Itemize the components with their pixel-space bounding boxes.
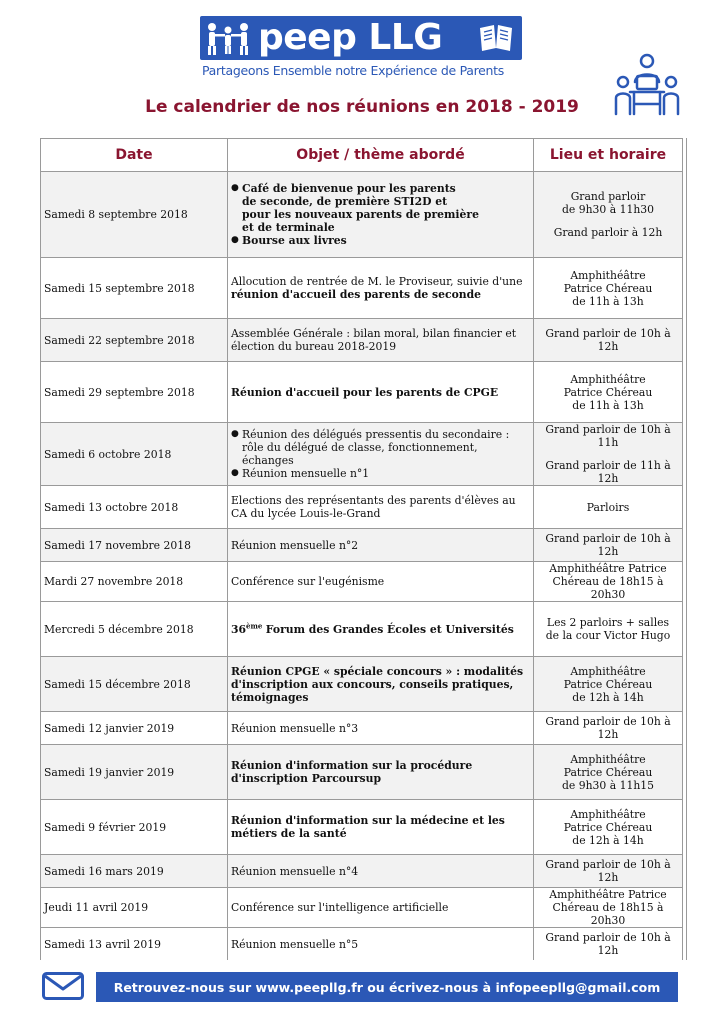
row-date: Samedi 17 novembre 2018 [41,529,228,562]
row-date: Samedi 19 janvier 2019 [41,745,228,800]
spacer [537,449,679,459]
row-subject [228,486,534,529]
place-time-line: Amphithéâtre Patrice Chéreau de 11h à 13h [563,372,653,412]
table-row [41,657,683,712]
row-place-time [534,362,683,423]
place-time-line: Grand parloir de 10h à 12h [545,715,671,741]
subject-text: Allocution de rentrée de M. le Proviseur, suivie d'une [231,275,523,288]
place-time-line: Amphithéâtre Patrice Chéreau de 18h15 à 20h30 [549,888,667,927]
subject-text: Conférence sur l'eugénisme [231,575,385,588]
row-subject [228,172,534,258]
schedule-table [40,138,683,960]
row-date: Samedi 13 avril 2019 [41,928,228,961]
col-header-object: Objet / thème abordé [228,139,534,172]
tagline: Partageons Ensemble notre Expérience de Parents [202,63,504,78]
subject-text: Réunion mensuelle n°3 [231,721,359,735]
row-date: Samedi 13 octobre 2018 [41,486,228,529]
place-time-line: Amphithéâtre Patrice Chéreau de 12h à 14h [563,807,653,847]
place-time-line: Amphithéâtre Patrice Chéreau de 9h30 à 11h15 [561,752,655,792]
row-place-time [534,800,683,855]
table-row [41,362,683,423]
logo-box [200,16,522,60]
row-place-time [534,928,683,961]
row-date: Samedi 16 mars 2019 [41,855,228,888]
row-subject [228,745,534,800]
row-subject [228,319,534,362]
row-place-time [534,657,683,712]
row-date: Jeudi 11 avril 2019 [41,888,228,928]
subject-highlight: Réunion CPGE « spéciale concours » : modalités d'inscription aux concours, conseils pratiques, témoignages [231,664,524,704]
table-row [41,319,683,362]
bullet-item [231,467,530,480]
row-place-time [534,745,683,800]
subject-text: Assemblée Générale : bilan moral, bilan financier et élection du bureau 2018-2019 [231,327,517,353]
table-row [41,423,683,486]
bullet-text: Réunion des délégués pressentis du secondaire : rôle du délégué de classe, fonctionnement, échanges [242,428,510,467]
row-place-time [534,712,683,745]
subject-highlight: Réunion d'accueil pour les parents de CPGE [231,385,499,399]
footer-text: Retrouvez-nous sur www.peepllg.fr ou écrivez-nous à infopeepllg@gmail.com [113,979,661,995]
table-row [41,602,683,657]
table-row [41,258,683,319]
table-row [41,855,683,888]
table-row [41,529,683,562]
place-time-line: Grand parloir de 10h à 12h [545,327,671,353]
place-time-line: Amphithéâtre Patrice Chéreau de 18h15 à 20h30 [549,562,667,601]
place-time-line: Parloirs [586,500,630,514]
place-time-line: Grand parloir de 10h à 12h [545,931,671,957]
table-row [41,562,683,602]
footer-banner [96,972,678,1002]
subject-highlight: Réunion d'information sur la procédure d'inscription Parcoursup [231,759,473,785]
bullet-text: Réunion mensuelle n°1 [242,467,370,480]
row-place-time [534,423,683,486]
row-place-time [534,172,683,258]
row-date: Samedi 6 octobre 2018 [41,423,228,486]
row-date: Samedi 15 septembre 2018 [41,258,228,319]
row-place-time [534,888,683,928]
row-date: Samedi 8 septembre 2018 [41,172,228,258]
row-date: Samedi 12 janvier 2019 [41,712,228,745]
row-subject [228,800,534,855]
row-subject [228,855,534,888]
subject-highlight: réunion d'accueil des parents de seconde [231,288,482,301]
bullet-text: Café de bienvenue pour les parents de seconde, de première STI2D et pour les nouveaux parents de première et de terminale [242,182,479,234]
table-header-row [41,139,683,172]
subject-text: Conférence sur l'intelligence artificielle [231,901,449,914]
row-subject [228,362,534,423]
place-time-line: Grand parloir de 10h à 11h [545,423,671,449]
place-time-line: Grand parloir de 11h à 12h [545,459,671,485]
row-place-time [534,319,683,362]
subject-text: Elections des représentants des parents d'élèves au CA du lycée Louis-le-Grand [231,494,516,520]
table-row [41,745,683,800]
row-subject [228,562,534,602]
row-place-time [534,602,683,657]
forum-number-suffix: ème [246,620,263,630]
page-title: Le calendrier de nos réunions en 2018 - 2019 [145,97,579,117]
row-subject [228,602,534,657]
place-time-line: Amphithéâtre Patrice Chéreau de 12h à 14h [563,664,653,704]
table-row [41,800,683,855]
place-time-line: Grand parloir de 10h à 12h [545,858,671,884]
row-subject [228,423,534,486]
col-header-place: Lieu et horaire [534,139,683,172]
row-place-time [534,258,683,319]
place-time-line: Grand parloir de 10h à 12h [545,532,671,558]
logo-text: peep LLG [258,17,443,58]
bullet-list [231,428,530,480]
row-date: Samedi 15 décembre 2018 [41,657,228,712]
subject-text: Réunion mensuelle n°5 [231,937,359,951]
table-row [41,928,683,961]
row-place-time [534,486,683,529]
row-place-time [534,562,683,602]
schedule-table-container [40,138,687,960]
place-time-line: Amphithéâtre Patrice Chéreau de 11h à 13h [563,268,653,308]
row-subject [228,928,534,961]
bullet-text: Bourse aux livres [242,234,347,247]
bullet-list [231,182,530,247]
row-subject [228,712,534,745]
row-date: Mercredi 5 décembre 2018 [41,602,228,657]
row-place-time [534,529,683,562]
subject-text: Réunion mensuelle n°4 [231,864,359,878]
table-row [41,888,683,928]
row-subject [228,888,534,928]
bullet-item [231,234,530,247]
row-subject [228,258,534,319]
place-time-line: Les 2 parloirs + salles de la cour Victor Hugo [545,616,671,642]
table-row [41,712,683,745]
row-date: Samedi 29 septembre 2018 [41,362,228,423]
row-subject [228,657,534,712]
row-date: Mardi 27 novembre 2018 [41,562,228,602]
table-row [41,172,683,258]
subject-highlight: Réunion d'information sur la médecine et les métiers de la santé [231,814,505,840]
row-place-time [534,855,683,888]
book-icon [476,22,516,58]
row-date: Samedi 9 février 2019 [41,800,228,855]
row-date: Samedi 22 septembre 2018 [41,319,228,362]
row-subject [228,529,534,562]
subject-text: Réunion mensuelle n°2 [231,538,359,552]
spacer [537,216,679,226]
subject-highlight: Forum des Grandes Écoles et Universités [265,622,514,636]
logo [200,16,530,86]
bullet-item [231,182,530,234]
people-icon [200,16,258,60]
table-row [41,486,683,529]
place-time-line: Grand parloir de 9h30 à 11h30 [561,190,655,216]
bullet-item [231,428,530,467]
mail-icon [42,972,84,1000]
col-header-date: Date [41,139,228,172]
place-time-line: Grand parloir à 12h [553,226,663,239]
forum-number: 36 [231,622,247,636]
